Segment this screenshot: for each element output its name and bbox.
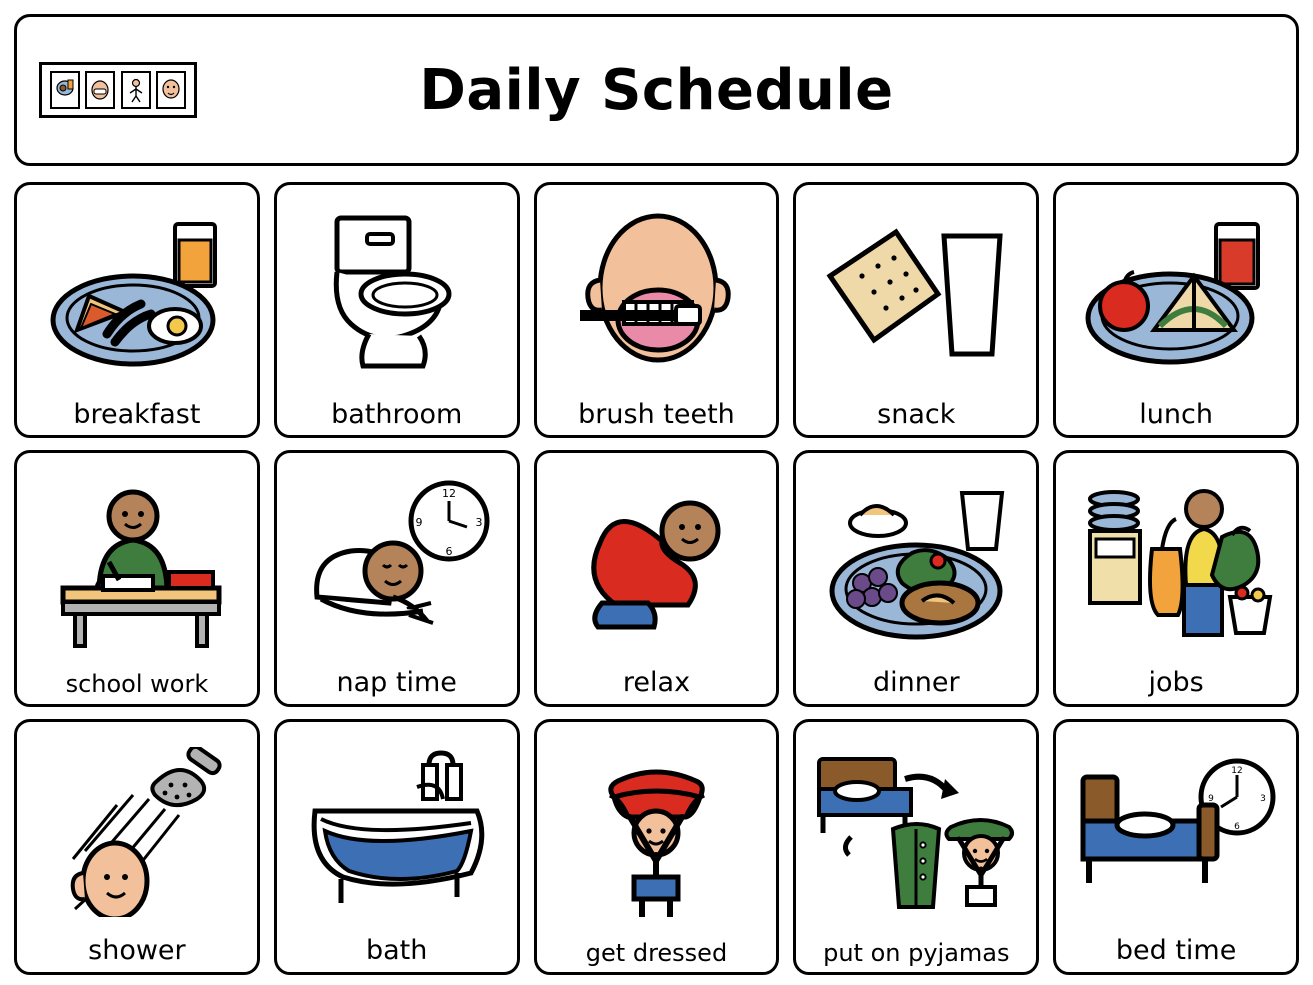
svg-text:3: 3 [475, 515, 483, 529]
pyjamas-bed-icon [800, 728, 1032, 940]
dinner-plate-icon [800, 459, 1032, 668]
schedule-card-bath[interactable] [274, 719, 520, 975]
svg-text:3: 3 [1260, 793, 1266, 804]
child-at-desk-icon [21, 459, 253, 671]
card-label: dinner [873, 666, 960, 698]
card-label: shower [88, 935, 186, 967]
card-label: bath [366, 935, 428, 967]
schedule-card-relax[interactable] [534, 450, 780, 706]
sleeping-child-clock-icon [281, 459, 513, 668]
schedule-card-nap-time[interactable] [274, 450, 520, 706]
card-label: brush teeth [578, 398, 735, 430]
card-label: put on pyjamas [823, 938, 1010, 967]
breakfast-plate-icon [21, 191, 253, 400]
card-label: snack [877, 398, 956, 430]
svg-text:9: 9 [1208, 793, 1214, 804]
mini-card [121, 71, 151, 109]
schedule-card-shower[interactable] [14, 719, 260, 975]
shower-head-icon [21, 728, 253, 937]
card-label: nap time [336, 666, 457, 698]
card-label: get dressed [585, 938, 728, 967]
schedule-strip-icon [39, 62, 197, 118]
schedule-card-breakfast[interactable] [14, 182, 260, 438]
schedule-card-school-work[interactable] [14, 450, 260, 706]
cracker-milk-icon [800, 191, 1032, 400]
schedule-card-bathroom[interactable] [274, 182, 520, 438]
chores-vacuum-icon [1060, 459, 1292, 668]
schedule-card-dinner[interactable] [793, 450, 1039, 706]
schedule-card-bed-time[interactable] [1053, 719, 1299, 975]
child-dressing-icon [541, 728, 773, 940]
schedule-grid [14, 182, 1299, 975]
svg-text:9: 9 [415, 515, 423, 529]
bathtub-icon [281, 728, 513, 937]
schedule-card-put-on-pyjamas[interactable] [793, 719, 1039, 975]
card-label: bathroom [331, 398, 463, 430]
svg-text:12: 12 [441, 486, 456, 500]
svg-text:6: 6 [1234, 821, 1240, 832]
schedule-card-get-dressed[interactable] [534, 719, 780, 975]
schedule-card-jobs[interactable] [1053, 450, 1299, 706]
card-label: relax [622, 666, 691, 698]
toothbrush-face-icon [541, 191, 773, 400]
bed-clock-icon [1060, 728, 1292, 937]
card-label: lunch [1139, 398, 1213, 430]
toilet-icon [281, 191, 513, 400]
svg-text:6: 6 [445, 544, 453, 558]
mini-card [85, 71, 115, 109]
schedule-card-lunch[interactable] [1053, 182, 1299, 438]
mini-card [156, 71, 186, 109]
schedule-card-snack[interactable] [793, 182, 1039, 438]
page-header [14, 14, 1299, 166]
schedule-card-brush-teeth[interactable] [534, 182, 780, 438]
card-label: jobs [1148, 666, 1204, 698]
svg-text:12: 12 [1231, 765, 1243, 776]
mini-card [50, 71, 80, 109]
reclining-child-icon [541, 459, 773, 668]
card-label: breakfast [73, 398, 201, 430]
page-title: Daily Schedule [419, 57, 894, 123]
lunch-plate-icon [1060, 191, 1292, 400]
card-label: school work [65, 670, 209, 699]
card-label: bed time [1115, 935, 1237, 967]
